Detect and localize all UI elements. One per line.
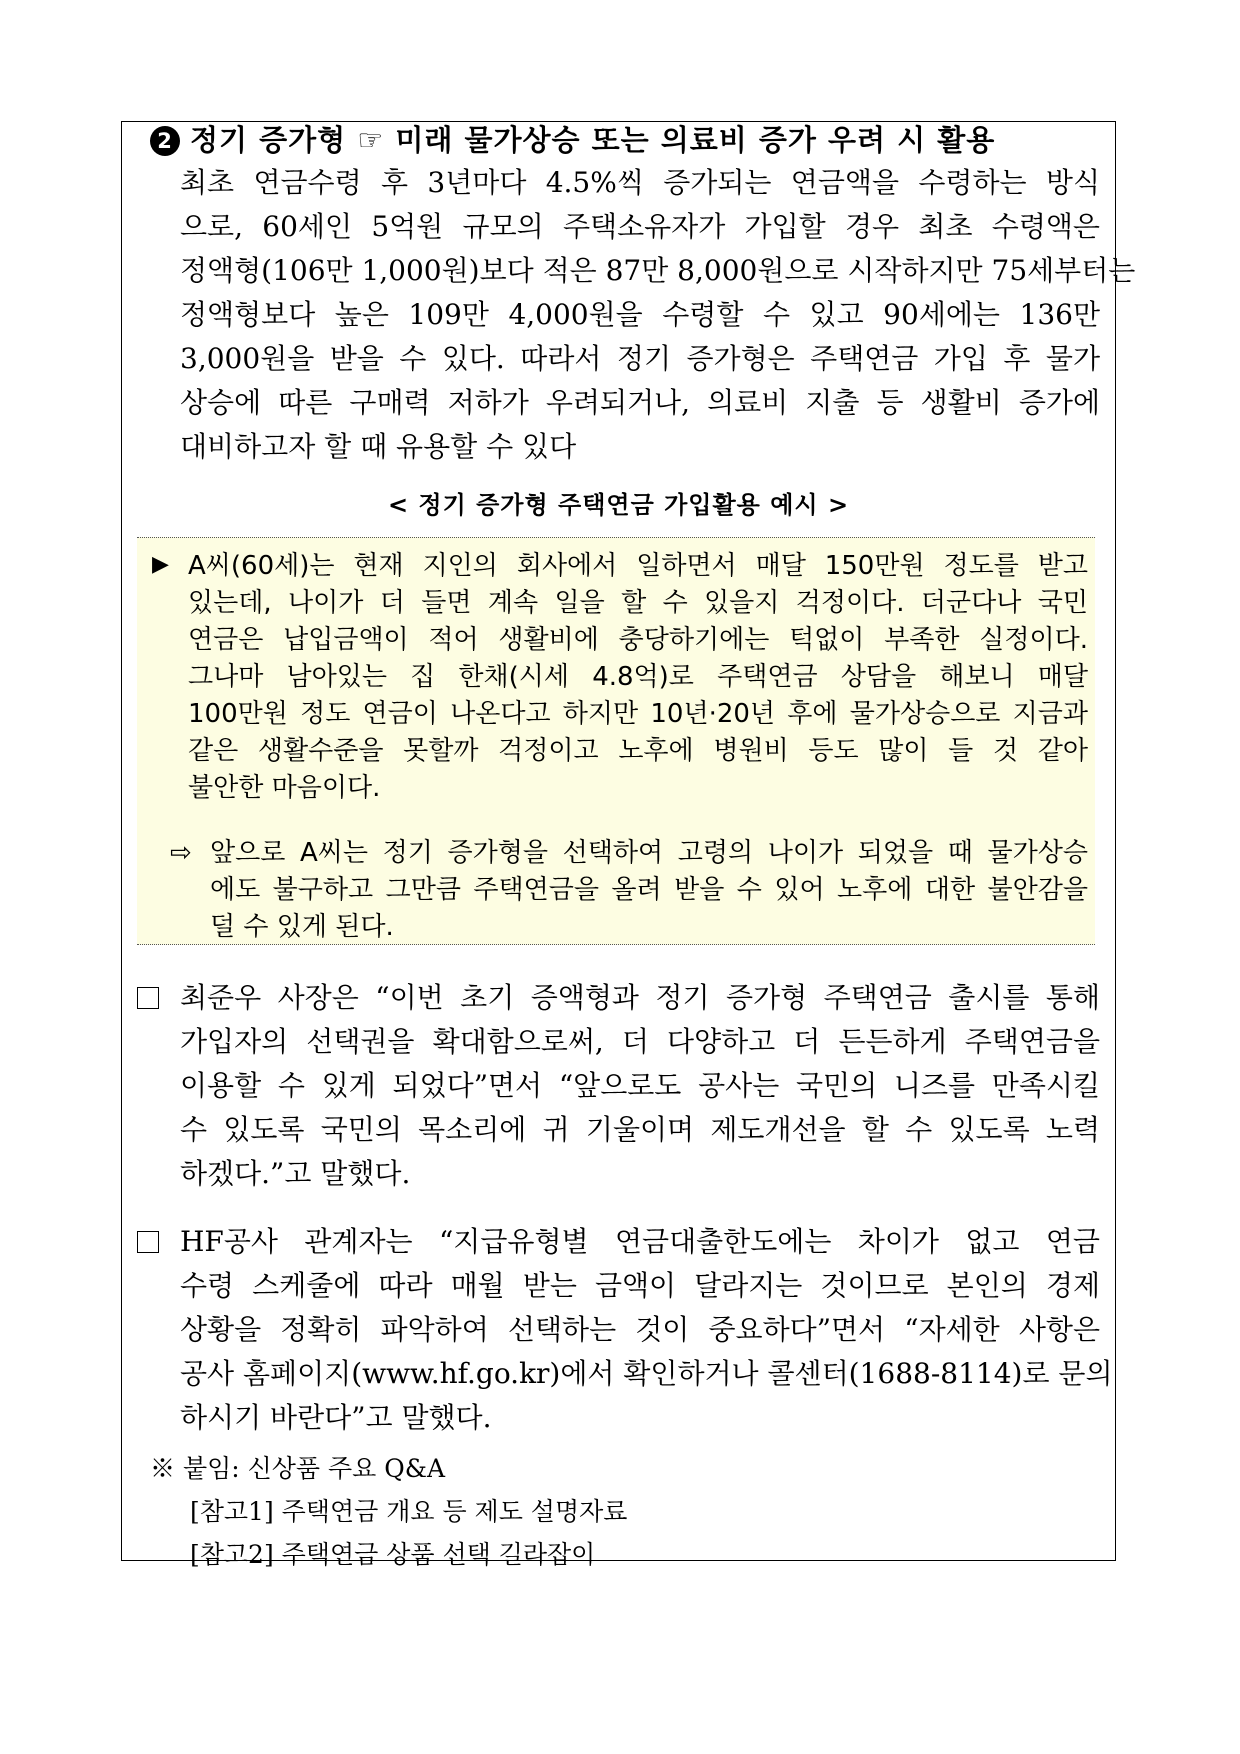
- example-caption: < 정기 증가형 주택연금 가입활용 예시 >: [387, 491, 850, 519]
- reference-2: [참고2] 주택연금 상품 선택 길라잡이: [190, 1540, 596, 1569]
- reference-1: [참고1] 주택연금 개요 등 제도 설명자료: [190, 1497, 628, 1526]
- description-line: 정액형(106만 1,000원)보다 적은 87만 8,000원으로 시작하지만 75세부터는: [180, 254, 1136, 287]
- example-line: 그나마 남아있는 집 한채(시세 4.8억)로 주택연금 상담을 해보니 매달: [188, 662, 1088, 692]
- description-line: 최초 연금수령 후 3년마다 4.5%씩 증가되는 연금액을 수령하는 방식: [180, 166, 1100, 199]
- checkbox-square-icon: [137, 987, 159, 1009]
- quote-line: 하시기 바란다”고 말했다.: [180, 1401, 492, 1434]
- quote-line: 상황을 정확히 파악하여 선택하는 것이 중요하다”면서 “자세한 사항은: [180, 1313, 1100, 1346]
- ceo-quote-paragraph: [180, 976, 1100, 1196]
- quote-line: 이용할 수 있게 되었다”면서 “앞으로도 공사는 국민의 니즈를 만족시킬: [180, 1069, 1100, 1102]
- description-paragraph: [180, 161, 1136, 469]
- quote-line: 가입자의 선택권을 확대함으로써, 더 다양하고 더 든든하게 주택연금을: [180, 1025, 1100, 1058]
- result-line: 에도 불구하고 그만큼 주택연금을 올려 받을 수 있어 노후에 대한 불안감을: [210, 875, 1088, 905]
- description-line: 대비하고자 할 때 유용할 수 있다: [180, 430, 577, 463]
- official-quote-paragraph: [180, 1220, 1113, 1440]
- section-title: 정기 증가형 ☞ 미래 물가상승 또는 의료비 증가 우려 시 활용: [190, 123, 996, 157]
- example-line: 같은 생활수준을 못할까 걱정이고 노후에 병원비 등도 많이 들 것 같아: [188, 736, 1088, 766]
- quote-line: 공사 홈페이지(www.hf.go.kr)에서 확인하거나 콜센터(1688-8114)로 문의: [180, 1357, 1113, 1390]
- example-line: A씨(60세)는 현재 지인의 회사에서 일하면서 매달 150만원 정도를 받고: [188, 551, 1088, 581]
- result-line: 덜 수 있게 된다.: [210, 912, 394, 942]
- section-number-badge: 2: [150, 126, 180, 156]
- example-line: 있는데, 나이가 더 들면 계속 일을 할 수 있을지 걱정이다. 더군다나 국민: [188, 588, 1088, 618]
- example-line: 불안한 마음이다.: [188, 773, 381, 803]
- example-line: 연금은 납입금액이 적어 생활비에 충당하기에는 턱없이 부족한 실정이다.: [188, 625, 1088, 655]
- result-line: 앞으로 A씨는 정기 증가형을 선택하여 고령의 나이가 되었을 때 물가상승: [210, 838, 1088, 868]
- quote-line: 수 있도록 국민의 목소리에 귀 기울이며 제도개선을 할 수 있도록 노력: [180, 1113, 1100, 1146]
- example-result: [210, 835, 1088, 946]
- description-line: 으로, 60세인 5억원 규모의 주택소유자가 가입할 경우 최초 수령액은: [180, 210, 1100, 243]
- example-line: 100만원 정도 연금이 나온다고 하지만 10년·20년 후에 물가상승으로 지금과: [188, 699, 1088, 729]
- example-story: [188, 548, 1088, 807]
- description-line: 정액형보다 높은 109만 4,000원을 수령할 수 있고 90세에는 136만: [180, 298, 1100, 331]
- quote-line: HF공사 관계자는 “지급유형별 연금대출한도에는 차이가 없고 연금: [180, 1225, 1100, 1258]
- description-line: 상승에 따른 구매력 저하가 우려되거나, 의료비 지출 등 생활비 증가에: [180, 386, 1100, 419]
- quote-line: 하겠다.”고 말했다.: [180, 1157, 411, 1190]
- quote-line: 최준우 사장은 “이번 초기 증액형과 정기 증가형 주택연금 출시를 통해: [180, 981, 1100, 1014]
- checkbox-square-icon: [137, 1231, 159, 1253]
- quote-line: 수령 스케줄에 따라 매월 받는 금액이 달라지는 것이므로 본인의 경제: [180, 1269, 1100, 1302]
- description-line: 3,000원을 받을 수 있다. 따라서 정기 증가형은 주택연금 가입 후 물가: [180, 342, 1100, 375]
- attachment-label: ※ 붙임: 신상품 주요 Q&A: [150, 1454, 446, 1483]
- result-arrow-icon: ⇨: [170, 838, 192, 868]
- triangle-bullet-icon: ▶: [152, 552, 169, 577]
- section-heading: [150, 118, 995, 159]
- attachments-list: [150, 1447, 627, 1576]
